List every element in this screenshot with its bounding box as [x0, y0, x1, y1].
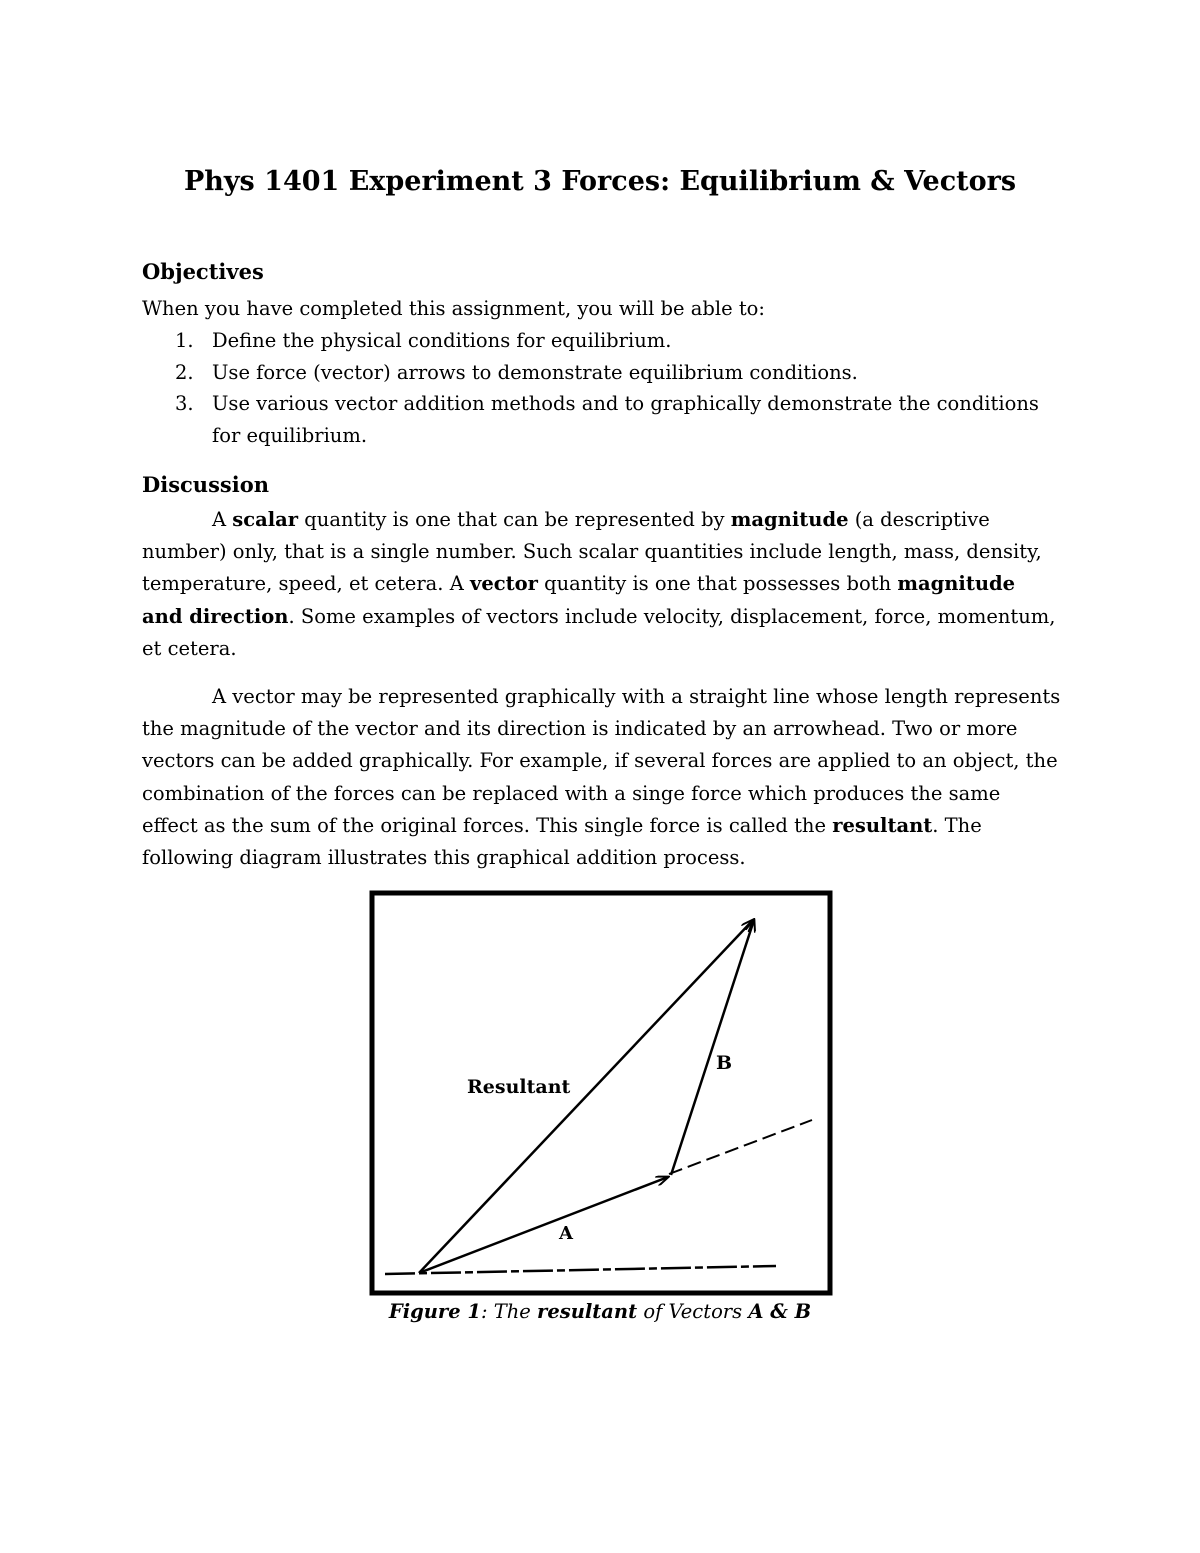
term-resultant: resultant: [832, 813, 933, 837]
text-run: (a descriptive number) only, that is a single number. Such scalar quantities include length, mass, density, temperature, speed, et cetera. A: [142, 508, 1042, 596]
document-title: Phys 1401 Experiment 3 Forces: Equilibrium & Vectors: [183, 166, 1017, 197]
list-item: [142, 357, 1062, 389]
label-resultant: Resultant: [467, 1076, 571, 1098]
discussion-paragraph-1: [142, 504, 1062, 665]
list-item-number: 3.: [175, 392, 194, 415]
term-magnitude-direction: magnitude and direction: [142, 572, 1016, 628]
caption-figure-label: Figure 1: [388, 1300, 481, 1323]
label-a: A: [559, 1223, 573, 1244]
list-item-text: Define the physical conditions for equilibrium.: [212, 329, 672, 352]
caption-resultant: resultant: [537, 1300, 638, 1323]
label-b: B: [716, 1052, 733, 1074]
figure-border: [372, 893, 830, 1293]
list-item-text: Use force (vector) arrows to demonstrate equilibrium conditions.: [212, 360, 858, 384]
text-run: A vector may be represented graphically with a straight line whose length represents the magnitude of the vector and its direction is indicated by an arrowhead. Two or more vectors can be added graphically. For example, if several forces are applied to an object, the combination of the forces can be replaced with a singe force which produces the same effect as the sum of the original forces. This single force is called the: [142, 685, 1061, 837]
list-item: [142, 388, 1062, 451]
list-item: [142, 325, 1062, 357]
list-item-number: 1.: [175, 329, 194, 352]
text-run: . Some examples of vectors include velocity, displacement, force, momentum, et cetera.: [142, 604, 1056, 660]
caption-text: : The: [480, 1300, 538, 1323]
objectives-list: [142, 325, 1062, 451]
term-magnitude: magnitude: [730, 508, 849, 531]
vector-diagram-svg: [369, 890, 833, 1296]
objectives-intro: When you have completed this assignment, you will be able to:: [142, 297, 765, 320]
list-item-text: Use various vector addition methods and to graphically demonstrate the conditions for equilibrium.: [212, 392, 1039, 447]
discussion-paragraph-2: [142, 681, 1062, 874]
objectives-heading: Objectives: [142, 259, 264, 284]
text-run: quantity is one that possesses both: [537, 572, 898, 596]
text-run: quantity is one that can be represented by: [298, 508, 731, 531]
figure-caption: [0, 1300, 1200, 1323]
text-run: A: [212, 508, 233, 531]
vector-diagram: [369, 890, 833, 1296]
caption-vectors: A & B: [748, 1300, 812, 1323]
discussion-heading: Discussion: [142, 472, 269, 497]
term-vector: vector: [469, 572, 538, 596]
term-scalar: scalar: [232, 508, 299, 531]
text-run: . The following diagram illustrates this graphical addition process.: [142, 813, 982, 870]
caption-text: of Vectors: [637, 1300, 749, 1323]
list-item-number: 2.: [175, 360, 194, 384]
